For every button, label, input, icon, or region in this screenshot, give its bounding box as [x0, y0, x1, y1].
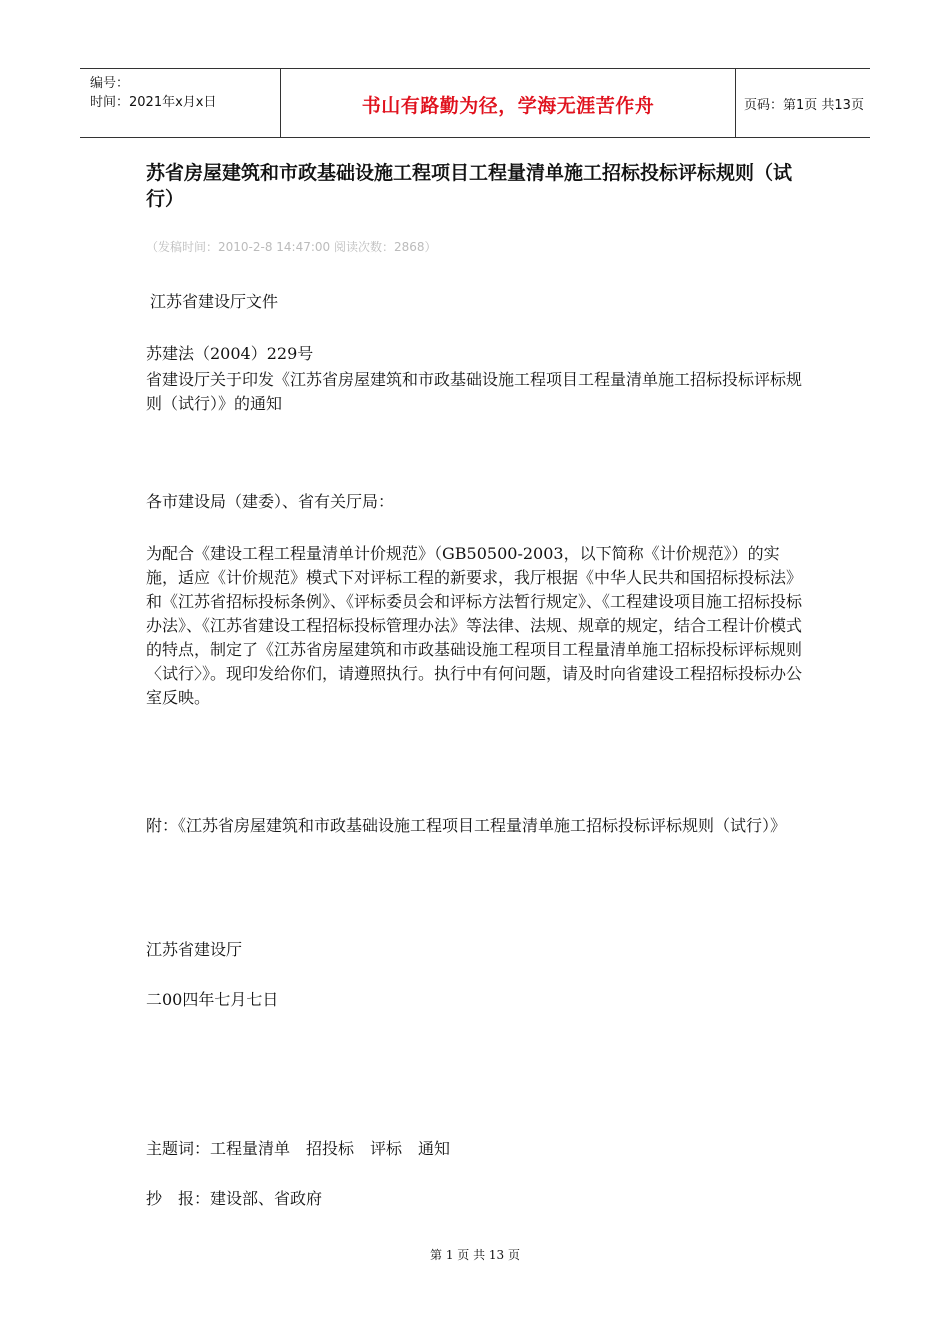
keywords: 主题词：工程量清单 招投标 评标 通知: [146, 1139, 451, 1158]
doc-number: 苏建法（2004）229号: [146, 344, 314, 363]
header-motto-cell: [280, 69, 736, 137]
addressee: 各市建设局（建委）、省有关厅局：: [146, 492, 395, 511]
body-paragraph: 为配合《建设工程工程量清单计价规范》（GB50500-2003，以下简称《计价规范》）的实施，适应《计价规范》模式下对评标工程的新要求，我厅根据《中华人民共和国招标投标法》和《江苏省招标投标条例》、《评标委员会和评标方法暂行规定》、《工程建设项目施工招标投标办法》、《江苏省建设工程招标投标管理办法》等法律、法规、规章的规定，结合工程计价模式的特点，制定了《江苏省房屋建筑和市政基础设施工程项目工程量清单施工招标投标评标规则〈试行〉》。现印发给你们，请遵照执行。执行中有何问题，请及时向省建设工程招标投标办公室反映。: [146, 544, 803, 707]
motto-text: 书山有路勤为径，学海无涯苦作舟: [361, 95, 655, 117]
document-title: 苏省房屋建筑和市政基础设施工程项目工程量清单施工招标投标评标规则（试行）: [146, 162, 793, 210]
cc-line: 抄 报：建设部、省政府: [146, 1189, 323, 1208]
notice-subject: 省建设厅关于印发《江苏省房屋建筑和市政基础设施工程项目工程量清单施工招标投标评标规则（试行）》的通知: [146, 370, 803, 413]
post-meta: （发稿时间：2010-2-8 14:47:00 阅读次数：2868）: [146, 240, 437, 254]
number-label: 编号：: [90, 76, 130, 91]
signature: 江苏省建设厅: [146, 940, 243, 959]
attachment-note: 附：《江苏省房屋建筑和市政基础设施工程项目工程量清单施工招标投标评标规则（试行）》: [146, 816, 787, 835]
issuer-line: 江苏省建设厅文件: [150, 292, 279, 311]
page-info: 页码：第1页 共13页: [744, 98, 864, 113]
header-page-cell: [736, 69, 870, 137]
time-label: 时间：2021年x月x日: [90, 95, 217, 110]
issue-date: 二00四年七月七日: [146, 990, 279, 1009]
header-meta-cell: [80, 69, 280, 137]
page-footer: 第 1 页 共 13 页: [430, 1248, 520, 1262]
document-header: [80, 68, 870, 138]
